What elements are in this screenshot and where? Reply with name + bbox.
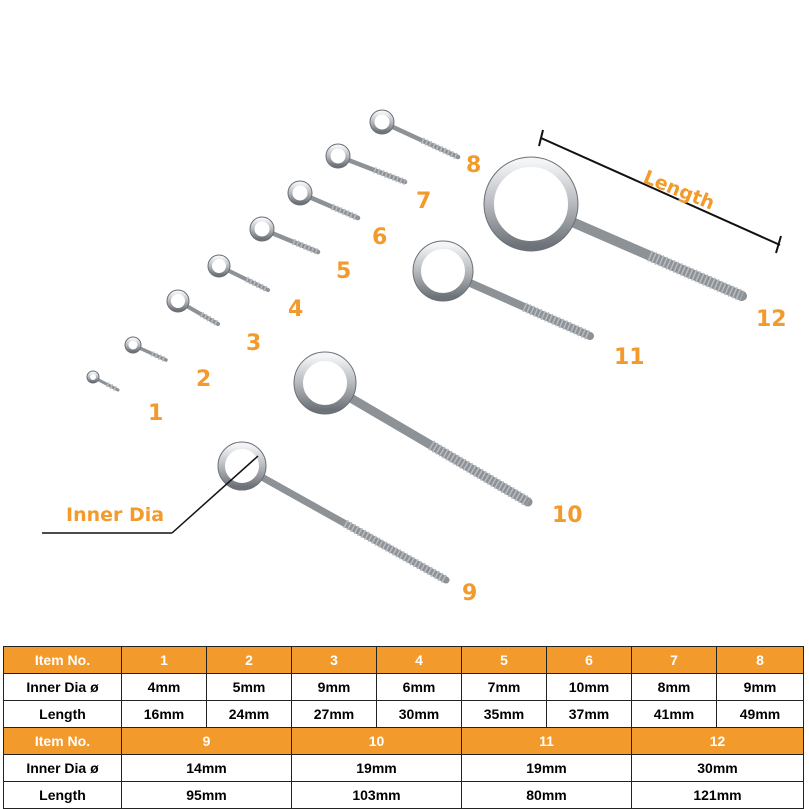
- hook-eye-ring: [127, 339, 140, 352]
- length-cell: 49mm: [717, 701, 804, 728]
- hook-shank: [188, 306, 218, 324]
- length-cell: 41mm: [632, 701, 717, 728]
- length-cell: 35mm: [462, 701, 547, 728]
- inner-dia-cell: 7mm: [462, 674, 547, 701]
- hook-number-label: 4: [288, 297, 304, 322]
- length-cell: 27mm: [292, 701, 377, 728]
- hook-eye-ring: [169, 292, 187, 310]
- item-cell: 9: [122, 728, 292, 755]
- inner-dia-row-label: Inner Dia ø: [4, 755, 122, 782]
- screw-eye-hook: [167, 290, 261, 356]
- item-cell: 1: [122, 647, 207, 674]
- table-row-item-no-2: [4, 728, 804, 755]
- table-row-length-1: [4, 701, 804, 728]
- table-row-inner-dia-1: [4, 674, 804, 701]
- screw-eye-hook: [208, 255, 303, 322]
- item-cell: 5: [462, 647, 547, 674]
- length-cell: 16mm: [122, 701, 207, 728]
- item-cell: 8: [717, 647, 804, 674]
- hook-number-label: 2: [196, 367, 212, 392]
- inner-dia-cell: 4mm: [122, 674, 207, 701]
- screw-eye-hook: [218, 442, 477, 606]
- hook-eye-ring: [489, 162, 573, 246]
- hook-eye-edge: [294, 352, 356, 414]
- hook-number-label: 3: [246, 331, 262, 356]
- screw-eye-hook: [288, 181, 387, 250]
- screw-eye-hook: [294, 352, 583, 528]
- inner-dia-cell: 5mm: [207, 674, 292, 701]
- hook-number-label: 11: [614, 345, 645, 370]
- inner-dia-cell: 9mm: [717, 674, 804, 701]
- item-cell: 11: [462, 728, 632, 755]
- length-cell: 103mm: [292, 782, 462, 809]
- hook-number-label: 8: [466, 153, 482, 178]
- inner-dia-cell: 30mm: [632, 755, 804, 782]
- length-cell: 24mm: [207, 701, 292, 728]
- inner-dia-callout: [42, 456, 258, 533]
- length-row-label: Length: [4, 701, 122, 728]
- inner-dia-cell: 19mm: [462, 755, 632, 782]
- screw-eye-hook: [87, 371, 163, 426]
- length-cell: 37mm: [547, 701, 632, 728]
- hook-number-label: 1: [148, 401, 164, 426]
- item-cell: 6: [547, 647, 632, 674]
- hook-eye-ring: [372, 112, 392, 132]
- spec-table: [3, 646, 804, 809]
- hook-number-label: 12: [756, 307, 787, 332]
- hook-eye-ring: [89, 373, 98, 382]
- inner-dia-cell: 9mm: [292, 674, 377, 701]
- table-row-inner-dia-2: [4, 755, 804, 782]
- inner-dia-cell: 6mm: [377, 674, 462, 701]
- item-cell: 3: [292, 647, 377, 674]
- hook-eye-ring: [222, 446, 263, 487]
- inner-dia-cell: 14mm: [122, 755, 292, 782]
- inner-dia-label: Inner Dia: [66, 504, 165, 526]
- inner-dia-cell: 10mm: [547, 674, 632, 701]
- hook-number-label: 5: [336, 259, 352, 284]
- hook-eye-edge: [413, 241, 473, 301]
- hook-eye-ring: [290, 183, 310, 203]
- length-cell: 30mm: [377, 701, 462, 728]
- hook-eye-ring: [252, 219, 272, 239]
- screw-eye-hook: [413, 241, 645, 370]
- hook-shank: [263, 478, 446, 580]
- hook-shank: [273, 234, 318, 252]
- item-no-header: Item No.: [4, 647, 122, 674]
- hook-number-label: 9: [462, 581, 478, 606]
- length-cell: 80mm: [462, 782, 632, 809]
- item-no-header: Item No.: [4, 728, 122, 755]
- screw-eye-hook: [326, 144, 431, 214]
- hook-number-label: 7: [416, 189, 432, 214]
- hook-eye-edge: [484, 157, 578, 251]
- hook-eye-ring: [328, 146, 348, 166]
- table-row-length-2: [4, 782, 804, 809]
- screw-eye-hook: [250, 217, 351, 284]
- item-cell: 2: [207, 647, 292, 674]
- hook-number-label: 6: [372, 225, 388, 250]
- hook-eye-edge: [218, 442, 266, 490]
- item-cell: 7: [632, 647, 717, 674]
- length-row-label: Length: [4, 782, 122, 809]
- hook-eye-ring: [299, 357, 352, 410]
- screw-eye-hook: [125, 337, 211, 392]
- length-label: Length: [640, 166, 718, 215]
- item-cell: 12: [632, 728, 804, 755]
- length-cell: 121mm: [632, 782, 804, 809]
- table-row-item-no-1: [4, 647, 804, 674]
- item-cell: 10: [292, 728, 462, 755]
- hook-eye-ring: [417, 245, 469, 297]
- screw-eye-hook: [370, 110, 481, 178]
- inner-dia-row-label: Inner Dia ø: [4, 674, 122, 701]
- hook-shank: [352, 399, 528, 502]
- hook-eye-ring: [210, 257, 228, 275]
- inner-dia-cell: 19mm: [292, 755, 462, 782]
- hook-shank: [349, 160, 405, 182]
- length-cell: 95mm: [122, 782, 292, 809]
- inner-dia-cell: 8mm: [632, 674, 717, 701]
- item-cell: 4: [377, 647, 462, 674]
- hook-number-label: 10: [552, 503, 583, 528]
